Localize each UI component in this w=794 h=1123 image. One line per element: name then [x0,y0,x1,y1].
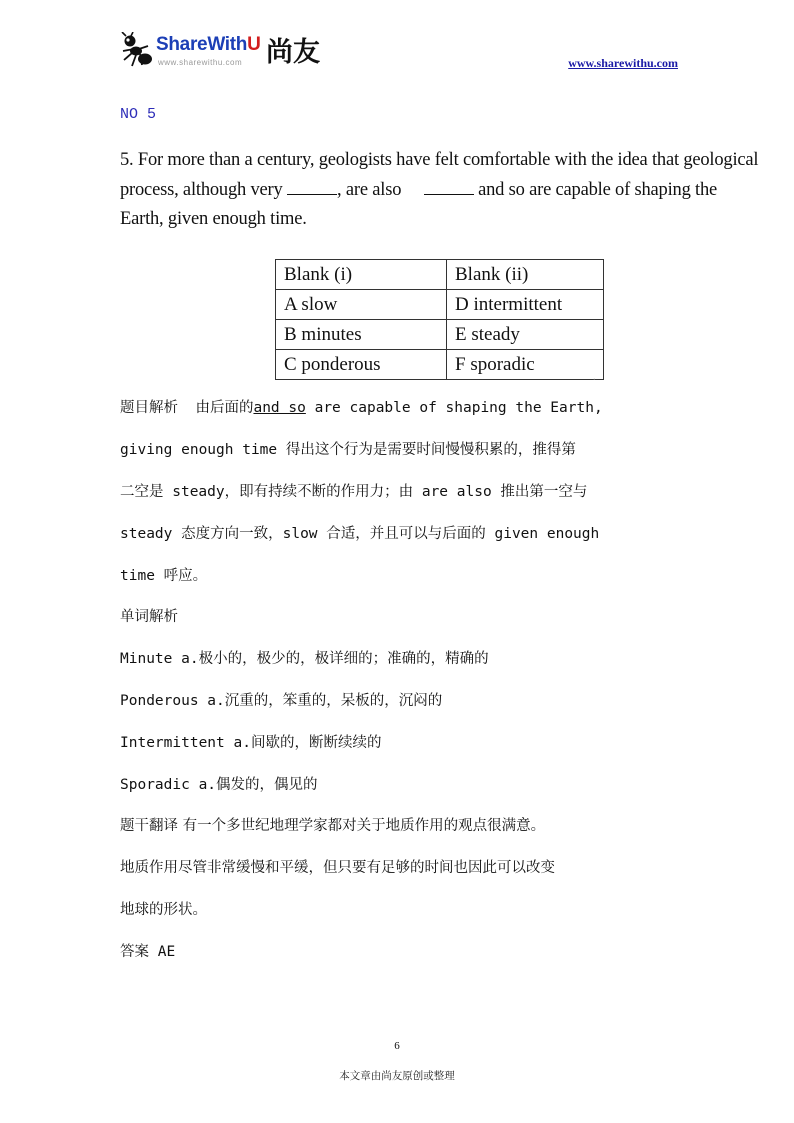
option-f: F sporadic [447,350,604,380]
translation-label: 题干翻译 [120,818,178,834]
analysis-line-5: time 呼应。 [120,568,208,584]
logo-wordmark: ShareWithU [156,34,261,55]
option-a: A slow [276,290,447,320]
vocab-item-ponderous: Ponderous a.沉重的，笨重的，呆板的，沉闷的 [120,693,443,709]
question-number-label: NO 5 [120,106,157,123]
option-c: C ponderous [276,350,447,380]
analysis-line-4: steady 态度方向一致，slow 合适，并且可以与后面的 given enough [120,526,600,542]
vocab-item-intermittent: Intermittent a.间歇的，断断续续的 [120,735,382,751]
table-row [276,350,604,380]
table-row [276,290,604,320]
footer-note: 本文章由尚友原创或整理 [339,1070,455,1082]
answer-options-table [275,259,604,380]
answer-value: AE [157,944,176,960]
table-trailing-mark: . [593,372,596,383]
underlined-and-so: and so [253,400,306,416]
logo-subtitle: www.sharewithu.com [158,58,243,67]
blank-ii [424,176,474,195]
answer-label: 答案 [120,944,149,960]
translation-line-2: 地质作用尽管非常缓慢和平缓，但只要有足够的时间也因此可以改变 [120,860,555,876]
vocab-label: 单词解析 [120,609,178,625]
answer-line [120,940,680,961]
translation-line-3: 地球的形状。 [120,902,207,918]
logo-chinese-name: 尚友 [266,37,320,68]
question-text: 5. For more than a century, geologists have felt comfortable with the idea that geological process, although very , are also and so are capable of shaping the Earth, given enough time. [120,150,759,229]
blank-i [287,176,337,195]
table-header-cell: Blank (ii) [447,260,604,290]
site-url-link[interactable]: www.sharewithu.com [568,56,678,70]
option-e: E steady [447,320,604,350]
page-number: 6 [394,1040,400,1052]
sharewithu-logo[interactable] [118,28,338,74]
option-b: B minutes [276,320,447,350]
option-d: D intermittent [447,290,604,320]
table-header-row [276,260,604,290]
vocab-item-minute: Minute a.极小的，极少的，极详细的；准确的，精确的 [120,651,489,667]
ant-mascot-icon [118,32,154,68]
page-header [118,28,678,76]
analysis-line-2: giving enough time 得出这个行为是需要时间慢慢积累的，推得第 [120,442,576,458]
table-header-cell: Blank (i) [276,260,447,290]
translation-line-1: 题干翻译 有一个多世纪地理学家都对关于地质作用的观点很满意。 [120,818,546,834]
vocab-item-sporadic: Sporadic a.偶发的，偶见的 [120,777,318,793]
analysis-line-3: 二空是 steady，即有持续不断的作用力；由 are also 推出第一空与 [120,484,588,500]
analysis-label: 题目解析 [120,400,178,416]
analysis-line-1: 题目解析 由后面的and so are capable of shaping the Earth, [120,400,603,416]
table-row [276,320,604,350]
